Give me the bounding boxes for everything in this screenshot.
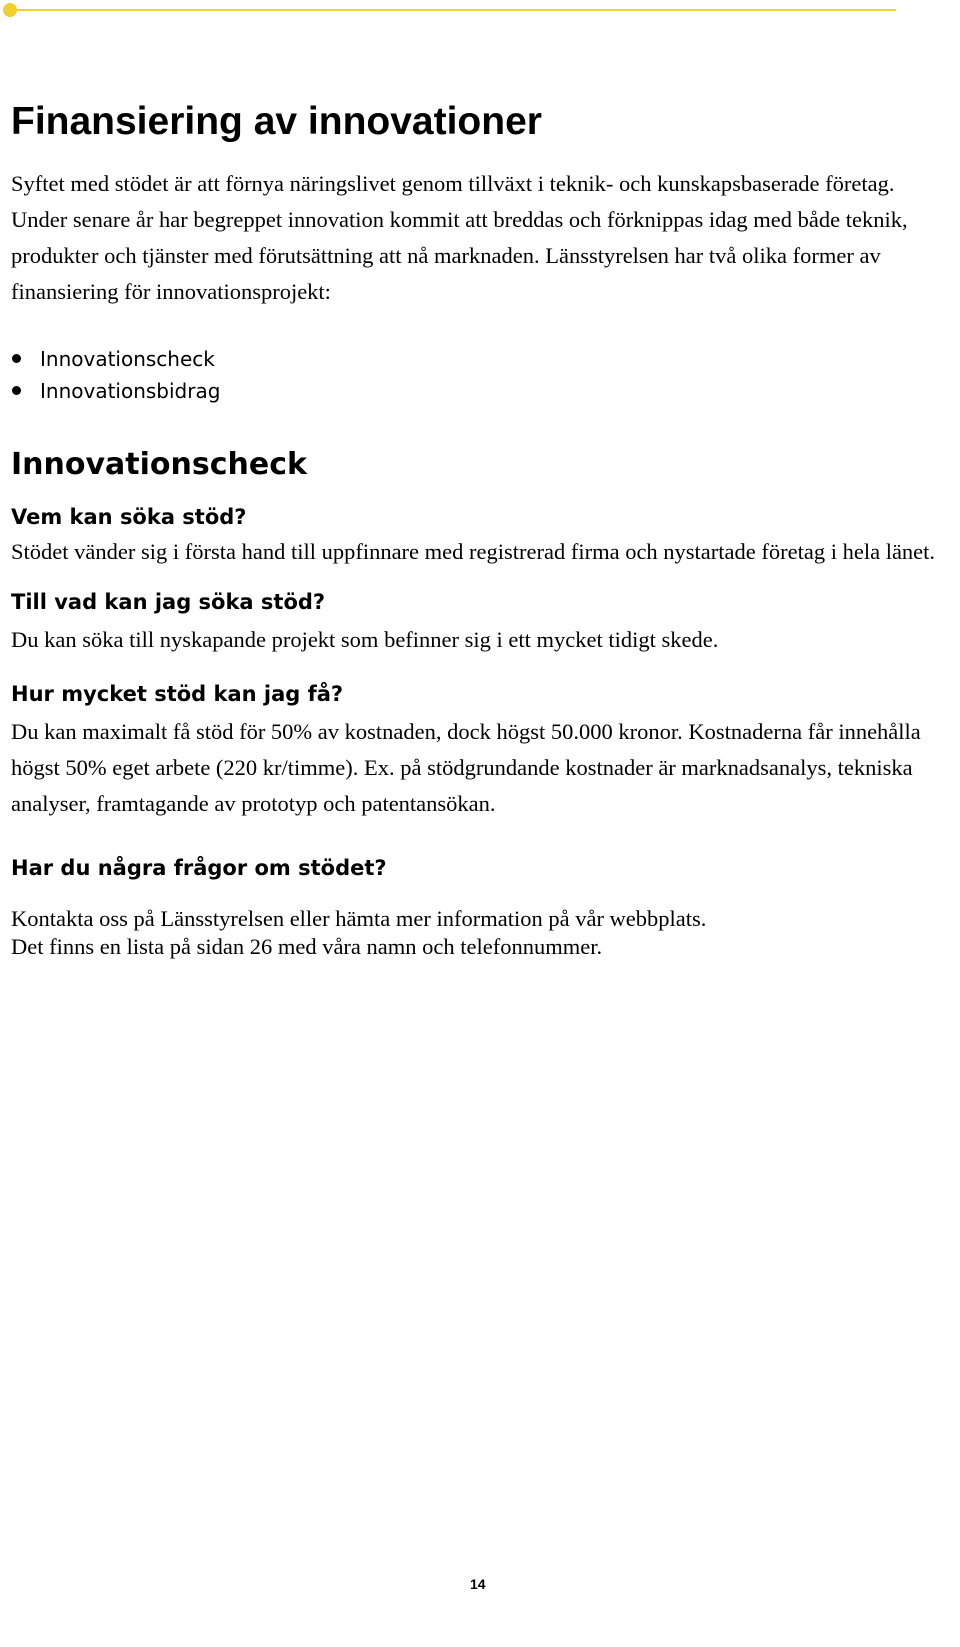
list-item-label: Innovationsbidrag [40,379,221,403]
rule-line [12,9,896,11]
top-decorative-rule [0,0,900,20]
list-item-label: Innovationscheck [40,347,215,371]
section-title: Innovationscheck [11,447,307,482]
contact-line-1: Kontakta oss på Länsstyrelsen eller hämta mer information på vår webbplats. [11,906,707,931]
bullet-icon [12,354,21,363]
rule-dot [3,3,17,17]
question-heading-how-much: Hur mycket stöd kan jag få? [11,682,344,706]
list-item [11,375,951,407]
question-heading-what: Till vad kan jag söka stöd? [11,590,326,614]
page-number: 14 [470,1576,486,1592]
list-item [11,343,951,375]
question-heading-who: Vem kan söka stöd? [11,505,247,529]
page-title: Finansiering av innovationer [11,100,542,143]
financing-forms-list [11,343,951,407]
bullet-icon [12,386,21,395]
contact-line-2: Det finns en lista på sidan 26 med våra namn och telefonnummer. [11,934,603,959]
intro-paragraph: Syftet med stödet är att förnya näringslivet genom tillväxt i teknik- och kunskapsbaserade företag. Under senare år har begreppet innovation kommit att breddas och förknippas idag med både teknik, produkter och tjänster med förutsättning att nå marknaden. Länsstyrelsen har två olika former av finansiering för innovationsprojekt: [11,171,908,304]
answer-who: Stödet vänder sig i första hand till uppfinnare med registrerad firma och nystartade företag i hela länet. [11,539,936,564]
page-content [11,96,951,961]
answer-how-much: Du kan maximalt få stöd för 50% av kostnaden, dock högst 50.000 kronor. Kostnaderna får innehålla högst 50% eget arbete (220 kr/timme). Ex. på stödgrundande kostnader är marknadsanalys, tekniska analyser, framtagande av prototyp och patentansökan. [11,719,921,816]
question-heading-contact: Har du några frågor om stödet? [11,856,387,880]
answer-what: Du kan söka till nyskapande projekt som befinner sig i ett mycket tidigt skede. [11,627,719,652]
